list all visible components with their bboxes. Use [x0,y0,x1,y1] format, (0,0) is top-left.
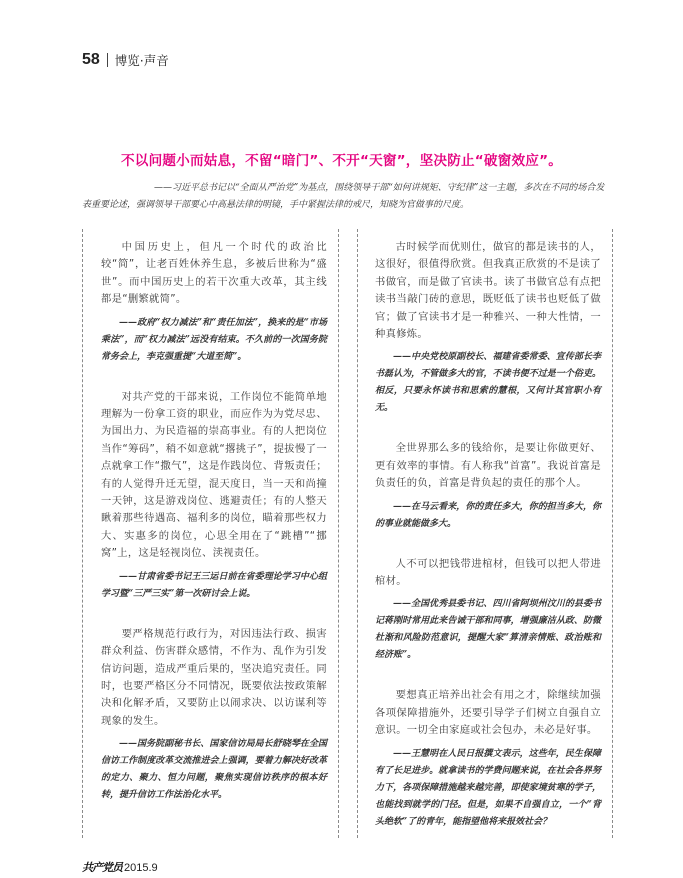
page-footer [82,859,158,875]
section-title: 博览·声音 [114,53,169,68]
page-header [82,49,169,71]
left-paragraph-1: 中国历史上，但凡一个时代的政治比较“简”，让老百姓休养生息，多被后世称为“盛世”。而中国历史上的若干次重大改革，其主线都是“删繁就简”。 [101,241,327,306]
right-attribution-3: ——全国优秀县委书记、四川省阿坝州汶川的县委书记蒋刚时常用此来告诫干部和同事，增强廉洁从政、防微杜渐和风险防范意识，提醒大家“算清亲情账、政治账和经济账”。 [375,599,601,661]
left-column [82,229,339,838]
page-number: 58 [82,51,100,68]
headline-quote: 不以问题小而姑息，不留“暗门”、不开“天窗”，坚决防止“破窗效应”。 [120,153,563,169]
right-paragraph-3: 人不可以把钱带进棺材，但钱可以把人带进棺材。 [375,557,601,588]
header-divider [107,53,108,67]
headline-attribution: ——习近平总书记以“全面从严治党”为基点，围绕领导干部“如何讲规矩、守纪律”这一主题，多次在不同的场合发表重要论述，强调领导干部要心中高悬法律的明镜，手中紧握法律的戒尺，知晓为官做事的尺度。 [82,183,605,210]
left-paragraph-3: 要严格规范行政行为，对因违法行政、损害群众利益、伤害群众感情，不作为、乱作为引发信访问题，造成严重后果的，坚决追究责任。同时，也要严格区分不同情况，既要依法按政策解决和化解矛盾，又要防止以闹求决、以访谋利等现象的发生。 [101,627,327,727]
right-paragraph-2: 全世界那么多的钱给你，是要让你做更好、更有效率的事情。有人称我“首富”。我说首富是负责任的负，首富是背负起的责任的那个人。 [375,442,601,490]
issue-number: 2015.9 [124,862,158,874]
magazine-logo: 共产党员 [82,861,122,874]
right-paragraph-1: 古时候学而优则仕，做官的都是读书的人，这很好，很值得欣赏。但我真正欣赏的不是读了书做官，而是做了官读书。读了书做官总有点把读书当敲门砖的意思，既贬低了读书也贬低了做官；做了官读书才是一种雅兴、一种大性情，一种真修炼。 [375,241,601,341]
left-paragraph-2: 对共产党的干部来说，工作岗位不能简单地理解为一份拿工资的职业，而应作为为党尽忠、为国出力、为民造福的崇高事业。有的人把岗位当作“筹码”，稍不如意就“撂挑子”，提拔慢了一点就拿工作“撒气”，这是作践岗位、背叛责任；有的人觉得升迁无望，混天度日，当一天和尚撞一天钟，这是游戏岗位、逃避责任；有的人整天瞅着那些待遇高、福利多的岗位，瞄着那些权力大、实惠多的岗位，心思全用在了“跳槽”“挪窝”上，这是轻视岗位、渎视责任。 [101,390,327,560]
left-attribution-3: ——国务院副秘书长、国家信访局局长舒晓琴在全国信访工作制度改革交流推进会上强调，要着力解决好改革的定力、聚力、恒力问题，聚焦实现信访秩序的根本好转，提升信访工作法治化水平。 [101,739,327,801]
left-attribution-1: ——政府“权力减法”和“责任加法”，换来的是“市场乘法”，而“权力减法”远没有结束。不久前的一次国务院常务会上，李克强重提“大道至简”。 [101,317,327,362]
right-attribution-1: ——中央党校原副校长、福建省委常委、宣传部长李书磊认为，不管做多大的官，不读书便不过是一个俗吏。相反，只要永怀读书和思索的慧根，又何计其官职小有无。 [375,352,601,414]
right-attribution-4: ——王慧明在人民日报撰文表示，这些年，民生保障有了长足进步。就拿读书的学费问题来说，在社会各界努力下，各项保障措施越来越完善，即使家境贫寒的学子，也能找到就学的门径。但是，如果不自强自立，一个“背头绝软”了的青年，能指望他将来报效社会？ [375,748,601,827]
left-attribution-2: ——甘肃省委书记王三运日前在省委理论学习中心组学习暨“三严三实”第一次研讨会上说。 [101,571,327,599]
right-attribution-2: ——在马云看来，你的责任多大，你的担当多大，你的事业就能做多大。 [375,501,601,529]
right-column [357,229,613,838]
right-paragraph-4: 要想真正培养出社会有用之才，除继续加强各项保障措施外，还要引导学子们树立自强自立意识。一切全由家庭或社会包办，未必是好事。 [375,689,601,737]
